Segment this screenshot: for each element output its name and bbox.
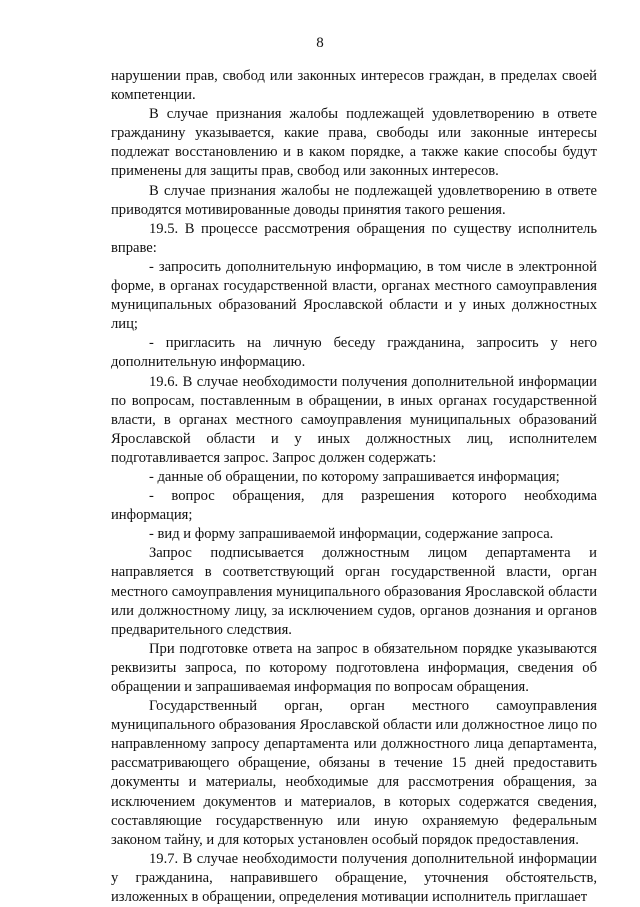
paragraph: 19.6. В случае необходимости получения дополнительной информации по вопросам, поставленным в обращении, в иных органах государственной власти, в органах местного самоуправления муниципальных образований Ярославской области и у иных должностных лиц, исполнителем подготавливается запрос. Запрос должен содержать:	[111, 373, 597, 466]
paragraph: В случае признания жалобы подлежащей удовлетворению в ответе гражданину указывается, какие права, свободы или законные интересы подлежат восстановлению и в каком порядке, а также какие способы будут применены для защиты прав, свобод или законных интересов.	[111, 106, 597, 180]
paragraph: В случае признания жалобы не подлежащей удовлетворению в ответе приводятся мотивированные доводы принятия такого решения.	[111, 182, 597, 218]
paragraph: При подготовке ответа на запрос в обязательном порядке указываются реквизиты запроса, по которому подготовлена информация, сведения об обращении и запрашиваемая информация по вопросам обращения.	[111, 640, 597, 695]
paragraph: 19.5. В процессе рассмотрения обращения по существу исполнитель вправе:	[111, 220, 597, 256]
list-item: - вид и форму запрашиваемой информации, содержание запроса.	[149, 526, 554, 543]
list-item: - данные об обращении, по которому запрашивается информация;	[149, 468, 560, 485]
paragraph: нарушении прав, свобод или законных интересов граждан, в пределах своей компетенции.	[111, 68, 597, 104]
paragraph: Государственный орган, орган местного самоуправления муниципального образования Ярославской области или должностное лицо по направленному запросу департамента или должностного лица департамента, рассматривающего обращение, обязаны в течение 15 дней предоставить документы и материалы, необходимые для рассмотрения обращения, за исключением документов и материалов, в которых содержатся сведения, составляющие государственную или иную охраняемую федеральным законом тайну, и для которых установлен особый порядок предоставления.	[111, 698, 597, 848]
paragraph: Запрос подписывается должностным лицом департамента и направляется в соответствующий орган государственной власти, орган местного самоуправления муниципального образования Ярославской области или должностному лицу, за исключением судов, органов дознания и органов предварительного следствия.	[111, 545, 597, 638]
document-body	[111, 67, 597, 907]
list-item: - вопрос обращения, для разрешения которого необходима информация;	[111, 488, 597, 524]
page-number: 8	[316, 35, 324, 51]
paragraph: 19.7. В случае необходимости получения дополнительной информации у гражданина, направившего обращение, уточнения обстоятельств, изложенных в обращении, определения мотивации исполнитель приглашает	[111, 850, 597, 906]
list-item: - запросить дополнительную информацию, в том числе в электронной форме, в органах государственной власти, органах местного самоуправления муниципальных образований Ярославской области и у иных должностных лиц;	[111, 258, 597, 333]
list-item: - пригласить на личную беседу гражданина, запросить у него дополнительную информацию.	[111, 335, 597, 371]
